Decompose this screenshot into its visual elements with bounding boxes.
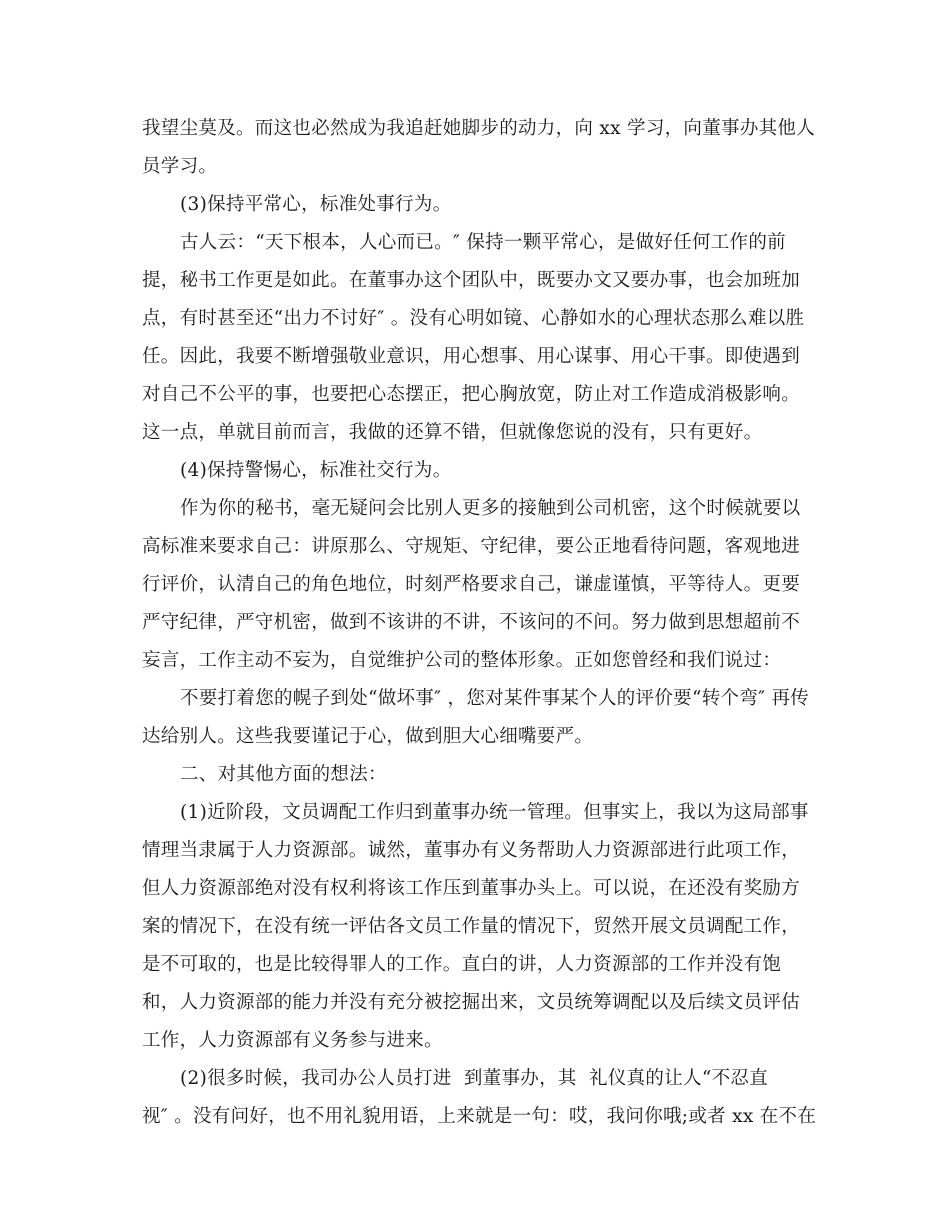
text-line: (3)保持平常心，标准处事行为。 xyxy=(180,194,452,215)
text-line: 达给别人。这些我要谨记于心，做到胆大心细嘴要严。 xyxy=(142,726,594,747)
text-line: 行评价，认清自己的角色地位，时刻严格要求自己，谦虚谨慎，平等待人。更要 xyxy=(142,574,801,595)
text-line: (4)保持警惕心，标准社交行为。 xyxy=(180,460,452,481)
text-line: 是不可取的，也是比较得罪人的工作。直白的讲，人力资源部的工作并没有饱 xyxy=(142,954,782,975)
text-line: 提，秘书工作更是如此。在董事办这个团队中，既要办文又要办事，也会加班加 xyxy=(142,270,801,291)
text-line: 点，有时甚至还“出力不讨好″ 。没有心明如镜、心静如水的心理状态那么难以胜 xyxy=(142,308,805,329)
text-line: 严守纪律，严守机密，做到不该讲的不讲，不该问的不问。努力做到思想超前不 xyxy=(142,612,801,633)
text-line: 妄言，工作主动不妄为，自觉维护公司的整体形象。正如您曾经和我们说过： xyxy=(142,650,782,671)
text-line: 二、对其他方面的想法： xyxy=(180,764,387,785)
text-line: 这一点，单就目前而言，我做的还算不错，但就像您说的没有，只有更好。 xyxy=(142,422,763,443)
text-line: 作为你的秘书，毫无疑问会比别人更多的接触到公司机密，这个时候就要以 xyxy=(180,498,801,519)
text-line: 工作，人力资源部有义务参与进来。 xyxy=(142,1030,443,1051)
text-line: 高标准来要求自己：讲原那么、守规矩、守纪律，要公正地看待问题，客观地进 xyxy=(142,536,801,557)
text-line: 不要打着您的幌子到处“做坏事″ ，您对某件事某个人的评价要“转个弯″ 再传 xyxy=(180,688,810,709)
text-line: 任。因此，我要不断增强敬业意识，用心想事、用心谋事、用心干事。即使遇到 xyxy=(142,346,801,367)
text-line: (1)近阶段，文员调配工作归到董事办统一管理。但事实上，我以为这局部事 xyxy=(180,802,809,823)
text-line: (2)很多时候，我司办公人员打进 到董事办，其 礼仪真的让人“不忍直 xyxy=(180,1068,768,1089)
text-line: 但人力资源部绝对没有权利将该工作压到董事办头上。可以说，在还没有奖励方 xyxy=(142,878,801,899)
text-line: 案的情况下，在没有统一评估各文员工作量的情况下，贸然开展文员调配工作， xyxy=(142,916,801,937)
text-line: 员学习。 xyxy=(142,156,218,177)
text-line: 情理当隶属于人力资源部。诚然，董事办有义务帮助人力资源部进行此项工作， xyxy=(142,840,801,861)
text-line: 视″ 。没有问好，也不用礼貌用语，上来就是一句：哎，我问你哦;或者 xx 在不在 xyxy=(142,1106,817,1127)
text-line: 我望尘莫及。而这也必然成为我追赶她脚步的动力，向 xx 学习，向董事办其他人 xyxy=(142,118,816,139)
text-line: 古人云：“天下根本，人心而已。″ 保持一颗平常心，是做好任何工作的前 xyxy=(180,232,786,253)
text-line: 对自己不公平的事，也要把心态摆正，把心胸放宽，防止对工作造成消极影响。 xyxy=(142,384,801,405)
text-line: 和，人力资源部的能力并没有充分被挖掘出来，文员统筹调配以及后续文员评估 xyxy=(142,992,801,1013)
